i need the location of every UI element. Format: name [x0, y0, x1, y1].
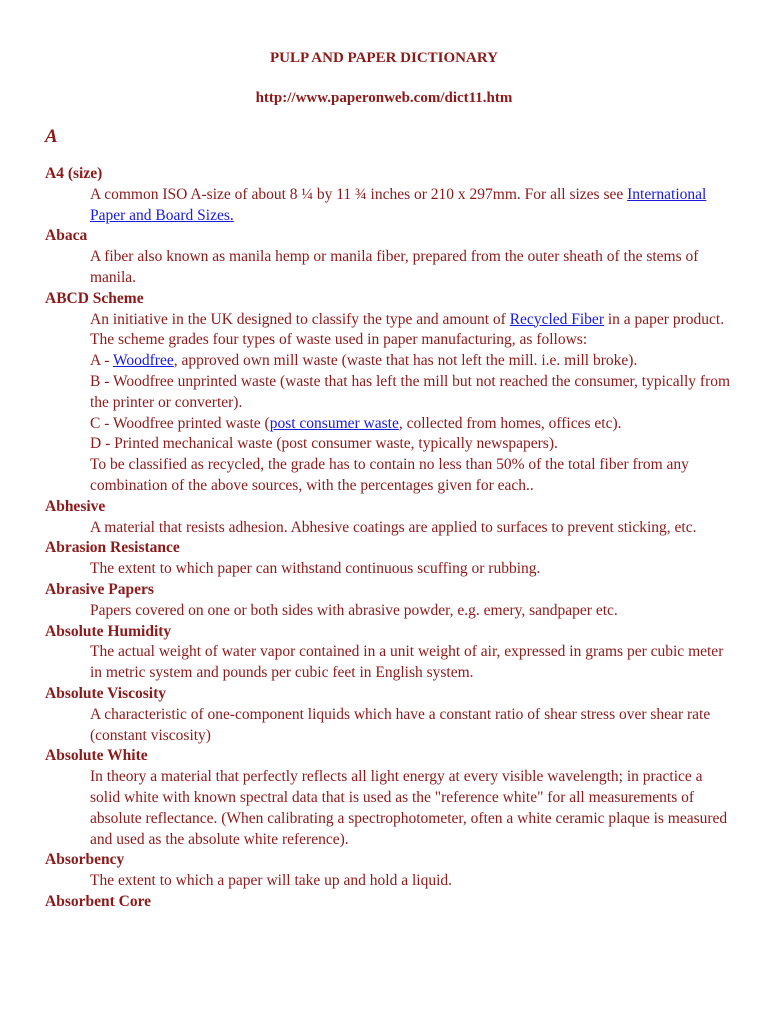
definition-abcd-scheme	[90, 310, 735, 497]
definition-text: A -	[90, 352, 113, 370]
definition-absolute-white: In theory a material that perfectly reflects all light energy at every visible wavelength; in practice a solid white with known spectral data that is used as the "reference white" for all measurements of absolute reflectance. (When calibrating a spectrophotometer, often a white ceramic plaque is measured and used as the absolute white reference).	[90, 768, 728, 848]
definition-abhesive: A material that resists adhesion. Abhesive coatings are applied to surfaces to prevent sticking, etc.	[90, 518, 697, 536]
definition-text: An initiative in the UK designed to classify the type and amount of	[90, 310, 510, 328]
dictionary-entries	[45, 164, 735, 913]
link-woodfree[interactable]: Woodfree	[112, 352, 174, 370]
link-recycled-fiber[interactable]: Recycled Fiber	[509, 310, 604, 328]
term-abhesive: Abhesive	[45, 497, 106, 515]
definition-text: in a paper product. The scheme grades four types of waste used in paper manufacturing, as follows:	[90, 310, 725, 349]
source-url: http://www.paperonweb.com/dict11.htm	[255, 90, 513, 106]
term-a4-size: A4 (size)	[45, 165, 103, 182]
definition-absorbency: The extent to which a paper will take up and hold a liquid.	[90, 872, 452, 890]
definition-absolute-viscosity: A characteristic of one-component liquids which have a constant ratio of shear stress over shear rate (constant viscosity)	[90, 705, 711, 744]
definition-a4-size	[90, 185, 735, 227]
definition-paragraph	[90, 351, 735, 372]
term-absolute-white: Absolute White	[45, 747, 148, 765]
definition-abrasive-papers: Papers covered on one or both sides with abrasive powder, e.g. emery, sandpaper etc.	[90, 601, 618, 619]
definition-paragraph: D - Printed mechanical waste (post consumer waste, typically newspapers).	[90, 435, 558, 453]
term-absorbency: Absorbency	[45, 851, 125, 869]
term-abcd-scheme: ABCD Scheme	[45, 289, 144, 307]
definition-text: , collected from homes, offices etc).	[398, 414, 622, 432]
term-abaca: Abaca	[45, 227, 88, 245]
term-absolute-humidity: Absolute Humidity	[45, 622, 172, 640]
definition-text: C - Woodfree printed waste (	[90, 414, 270, 432]
page-title: PULP AND PAPER DICTIONARY	[270, 50, 498, 66]
definition-absolute-humidity: The actual weight of water vapor contained in a unit weight of air, expressed in grams per cubic meter in metric system and pounds per cubic feet in English system.	[90, 643, 724, 682]
definition-paragraph: To be classified as recycled, the grade has to contain no less than 50% of the total fiber from any combination of the above sources, with the percentages given for each..	[90, 456, 689, 494]
definition-paragraph	[90, 310, 735, 352]
definition-text: , approved own mill waste (waste that has not left the mill. i.e. mill broke).	[173, 352, 638, 370]
link-post-consumer-waste[interactable]: post consumer waste	[269, 414, 399, 432]
definition-abaca: A fiber also known as manila hemp or manila fiber, prepared from the outer sheath of the stems of manila.	[90, 248, 699, 286]
link-international-paper-sizes[interactable]: International Paper and Board Sizes.	[90, 185, 707, 224]
definition-abrasion-resistance: The extent to which paper can withstand continuous scuffing or rubbing.	[90, 560, 541, 578]
definition-paragraph: B - Woodfree unprinted waste (waste that has left the mill but not reached the consumer, typically from the printer or converter).	[90, 372, 731, 411]
term-abrasive-papers: Abrasive Papers	[45, 580, 154, 598]
section-letter: A	[45, 126, 58, 147]
definition-paragraph	[90, 414, 735, 435]
term-absolute-viscosity: Absolute Viscosity	[45, 684, 166, 702]
term-abrasion-resistance: Abrasion Resistance	[45, 539, 180, 557]
definition-text: A common ISO A-size of about 8 ¼ by 11 ¾ inches or 210 x 297mm. For all sizes see	[90, 185, 628, 203]
term-absorbent-core: Absorbent Core	[45, 892, 152, 910]
